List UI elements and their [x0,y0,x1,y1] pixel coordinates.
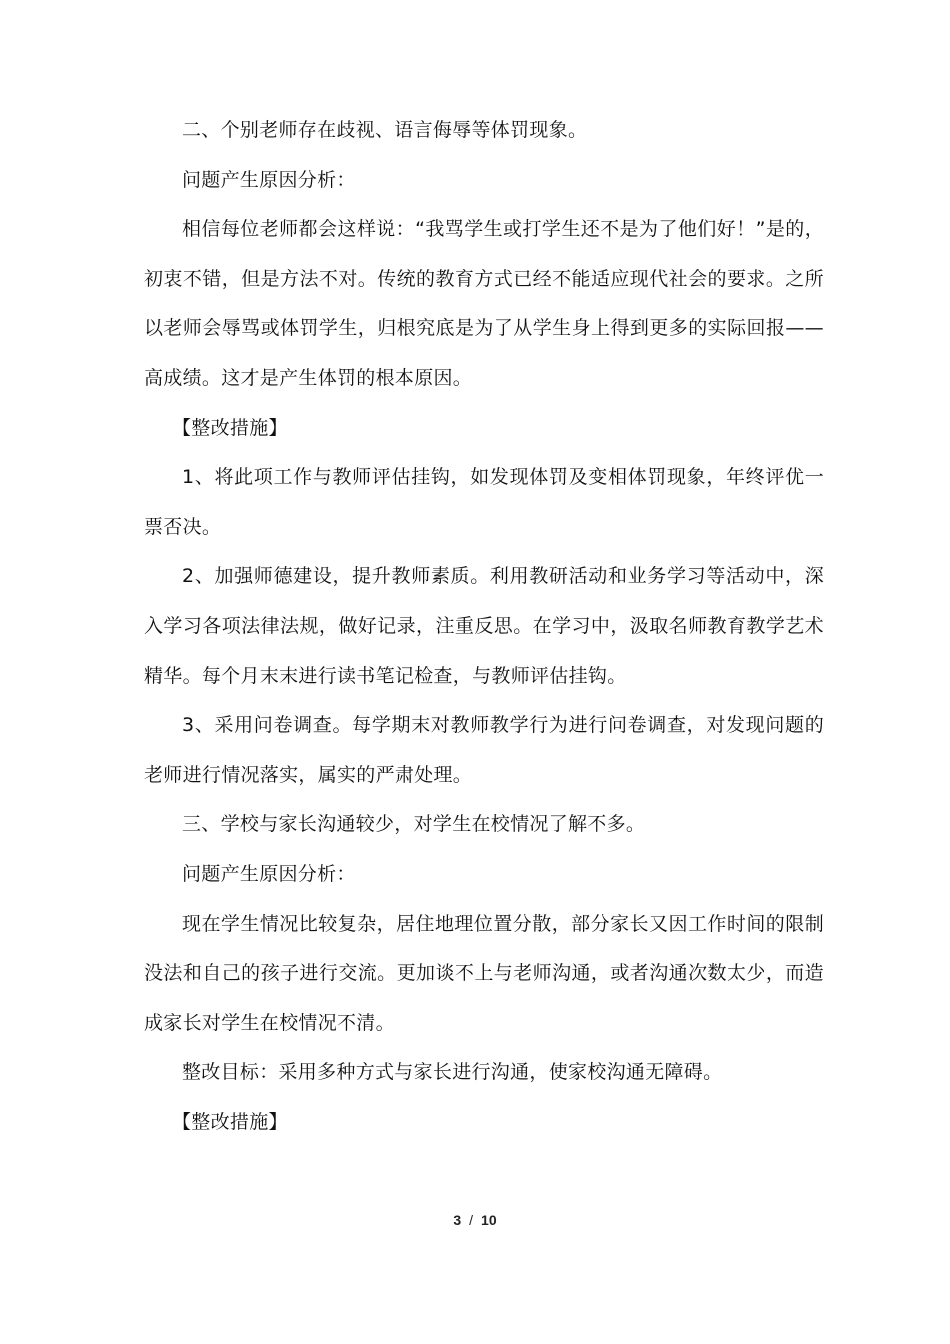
measures-heading: 【整改措施】 [172,416,288,439]
cause-analysis-label: 问题产生原因分析： [182,168,356,191]
current-page: 3 [453,1212,462,1228]
section-heading-3: 三、学校与家长沟通较少，对学生在校情况了解不多。 [182,813,646,836]
rectification-goal: 整改目标：采用多种方式与家长进行沟通，使家校沟通无障碍。 [182,1061,723,1084]
measure-item-3: 3、采用问卷调查。每学期末对教师教学行为进行问卷调查，对发现问题的老师进行情况落实，属实的严肃处理。 [144,714,824,786]
cause-analysis-paragraph: 相信每位老师都会这样说：“我骂学生或打学生还不是为了他们好！”是的，初衷不错，但是方法不对。传统的教育方式已经不能适应现代社会的要求。之所以老师会辱骂或体罚学生，归根究底是为了从学生身上得到更多的实际回报——高成绩。这才是产生体罚的根本原因。 [144,218,824,389]
cause-analysis-label-2: 问题产生原因分析： [182,862,356,885]
measure-item-1: 1、将此项工作与教师评估挂钩，如发现体罚及变相体罚现象，年终评优一票否决。 [144,466,824,538]
total-pages: 10 [481,1212,497,1228]
document-body [144,106,824,1147]
measures-heading-2: 【整改措施】 [172,1110,288,1133]
cause-analysis-paragraph-2: 现在学生情况比较复杂，居住地理位置分散，部分家长又因工作时间的限制没法和自己的孩子进行交流。更加谈不上与老师沟通，或者沟通次数太少，而造成家长对学生在校情况不清。 [144,912,824,1034]
measure-item-2: 2、加强师德建设，提升教师素质。利用教研活动和业务学习等活动中，深入学习各项法律法规，做好记录，注重反思。在学习中，汲取名师教育教学艺术精华。每个月末末进行读书笔记检查，与教师评估挂钩。 [144,565,824,687]
page-number [0,1212,950,1228]
section-heading-2: 二、个别老师存在歧视、语言侮辱等体罚现象。 [182,119,588,141]
page-separator: / [469,1212,474,1228]
